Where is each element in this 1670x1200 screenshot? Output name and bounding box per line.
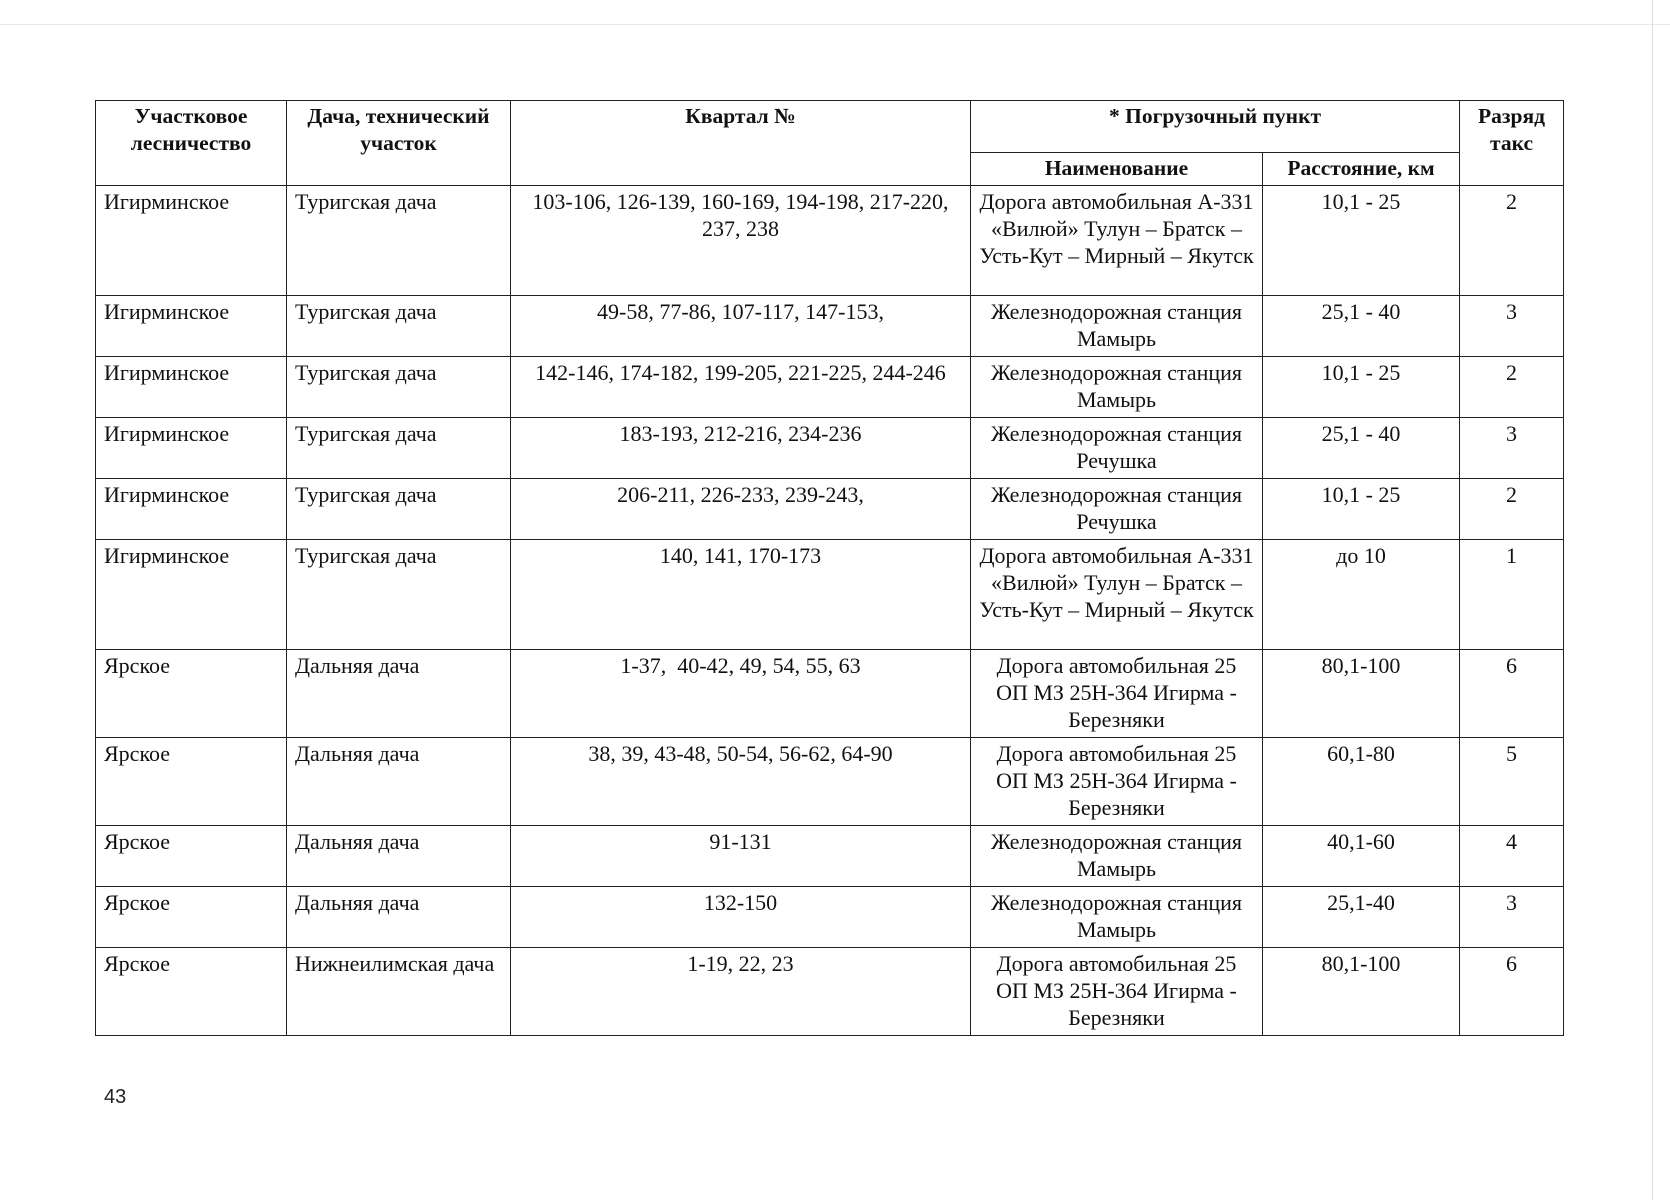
cell-district: Игирминское [96,186,287,296]
table-row [96,186,1564,296]
cell-loading-point-name: Железнодорожная станция Мамырь [971,296,1263,357]
cell-kvartal: 91-131 [511,826,971,887]
cell-rank: 2 [1460,186,1564,296]
cell-kvartal: 38, 39, 43-48, 50-54, 56-62, 64-90 [511,738,971,826]
cell-loading-point-name: Дорога автомобильная 25 ОП МЗ 25Н-364 Игирма - Березняки [971,650,1263,738]
cell-dacha: Нижнеилимская дача [287,948,511,1036]
table-row [96,479,1564,540]
table-row [96,540,1564,650]
cell-distance: 10,1 - 25 [1263,357,1460,418]
header-loading-point: * Погрузочный пункт [971,101,1460,153]
cell-district: Игирминское [96,296,287,357]
cell-rank: 5 [1460,738,1564,826]
cell-dacha: Туригская дача [287,540,511,650]
header-district: Участковое лесничество [96,101,287,186]
header-kvartal: Квартал № [511,101,971,186]
scan-artifact-edge [1652,0,1653,1200]
cell-rank: 3 [1460,887,1564,948]
table-row [96,887,1564,948]
cell-dacha: Дальняя дача [287,826,511,887]
table-header [96,101,1564,186]
cell-distance: 80,1-100 [1263,650,1460,738]
cell-rank: 6 [1460,650,1564,738]
cell-distance: 10,1 - 25 [1263,479,1460,540]
cell-loading-point-name: Железнодорожная станция Речушка [971,418,1263,479]
cell-loading-point-name: Железнодорожная станция Речушка [971,479,1263,540]
cell-district: Ярское [96,948,287,1036]
cell-distance: 25,1-40 [1263,887,1460,948]
table-row [96,826,1564,887]
cell-rank: 6 [1460,948,1564,1036]
cell-dacha: Дальняя дача [287,650,511,738]
cell-loading-point-name: Железнодорожная станция Мамырь [971,357,1263,418]
cell-dacha: Туригская дача [287,418,511,479]
cell-rank: 2 [1460,479,1564,540]
page-number: 43 [104,1086,127,1108]
table-row [96,948,1564,1036]
cell-dacha: Туригская дача [287,357,511,418]
cell-district: Ярское [96,826,287,887]
cell-dacha: Дальняя дача [287,738,511,826]
cell-kvartal: 132-150 [511,887,971,948]
cell-district: Игирминское [96,357,287,418]
cell-rank: 1 [1460,540,1564,650]
cell-kvartal: 1-37, 40-42, 49, 54, 55, 63 [511,650,971,738]
header-row-top [96,101,1564,153]
table-row [96,650,1564,738]
cell-dacha: Дальняя дача [287,887,511,948]
cell-distance: 10,1 - 25 [1263,186,1460,296]
cell-kvartal: 140, 141, 170-173 [511,540,971,650]
cell-kvartal: 142-146, 174-182, 199-205, 221-225, 244-246 [511,357,971,418]
table-row [96,418,1564,479]
cell-distance: до 10 [1263,540,1460,650]
cell-rank: 2 [1460,357,1564,418]
cell-loading-point-name: Дорога автомобильная 25 ОП МЗ 25Н-364 Игирма - Березняки [971,948,1263,1036]
cell-dacha: Туригская дача [287,479,511,540]
table-row [96,738,1564,826]
cell-distance: 60,1-80 [1263,738,1460,826]
cell-dacha: Туригская дача [287,296,511,357]
cell-district: Ярское [96,650,287,738]
cell-kvartal: 1-19, 22, 23 [511,948,971,1036]
cell-distance: 80,1-100 [1263,948,1460,1036]
cell-district: Ярское [96,887,287,948]
cell-rank: 4 [1460,826,1564,887]
cell-district: Игирминское [96,540,287,650]
cell-district: Ярское [96,738,287,826]
cell-kvartal: 103-106, 126-139, 160-169, 194-198, 217-220, 237, 238 [511,186,971,296]
cell-dacha: Туригская дача [287,186,511,296]
cell-kvartal: 49-58, 77-86, 107-117, 147-153, [511,296,971,357]
scan-artifact-line [0,24,1670,25]
header-name: Наименование [971,153,1263,186]
cell-distance: 40,1-60 [1263,826,1460,887]
cell-district: Игирминское [96,418,287,479]
cell-loading-point-name: Дорога автомобильная А-331 «Вилюй» Тулун – Братск – Усть-Кут – Мирный – Якутск [971,540,1263,650]
table-row [96,296,1564,357]
cell-rank: 3 [1460,418,1564,479]
cell-distance: 25,1 - 40 [1263,418,1460,479]
cell-kvartal: 183-193, 212-216, 234-236 [511,418,971,479]
loading-points-table [95,100,1564,1036]
table-body [96,186,1564,1036]
header-distance: Расстояние, км [1263,153,1460,186]
table-row [96,357,1564,418]
cell-loading-point-name: Дорога автомобильная А-331 «Вилюй» Тулун – Братск – Усть-Кут – Мирный – Якутск [971,186,1263,296]
cell-district: Игирминское [96,479,287,540]
cell-loading-point-name: Железнодорожная станция Мамырь [971,887,1263,948]
cell-distance: 25,1 - 40 [1263,296,1460,357]
header-dacha: Дача, технический участок [287,101,511,186]
header-rank: Разряд такс [1460,101,1564,186]
cell-rank: 3 [1460,296,1564,357]
cell-loading-point-name: Железнодорожная станция Мамырь [971,826,1263,887]
cell-loading-point-name: Дорога автомобильная 25 ОП МЗ 25Н-364 Игирма - Березняки [971,738,1263,826]
cell-kvartal: 206-211, 226-233, 239-243, [511,479,971,540]
